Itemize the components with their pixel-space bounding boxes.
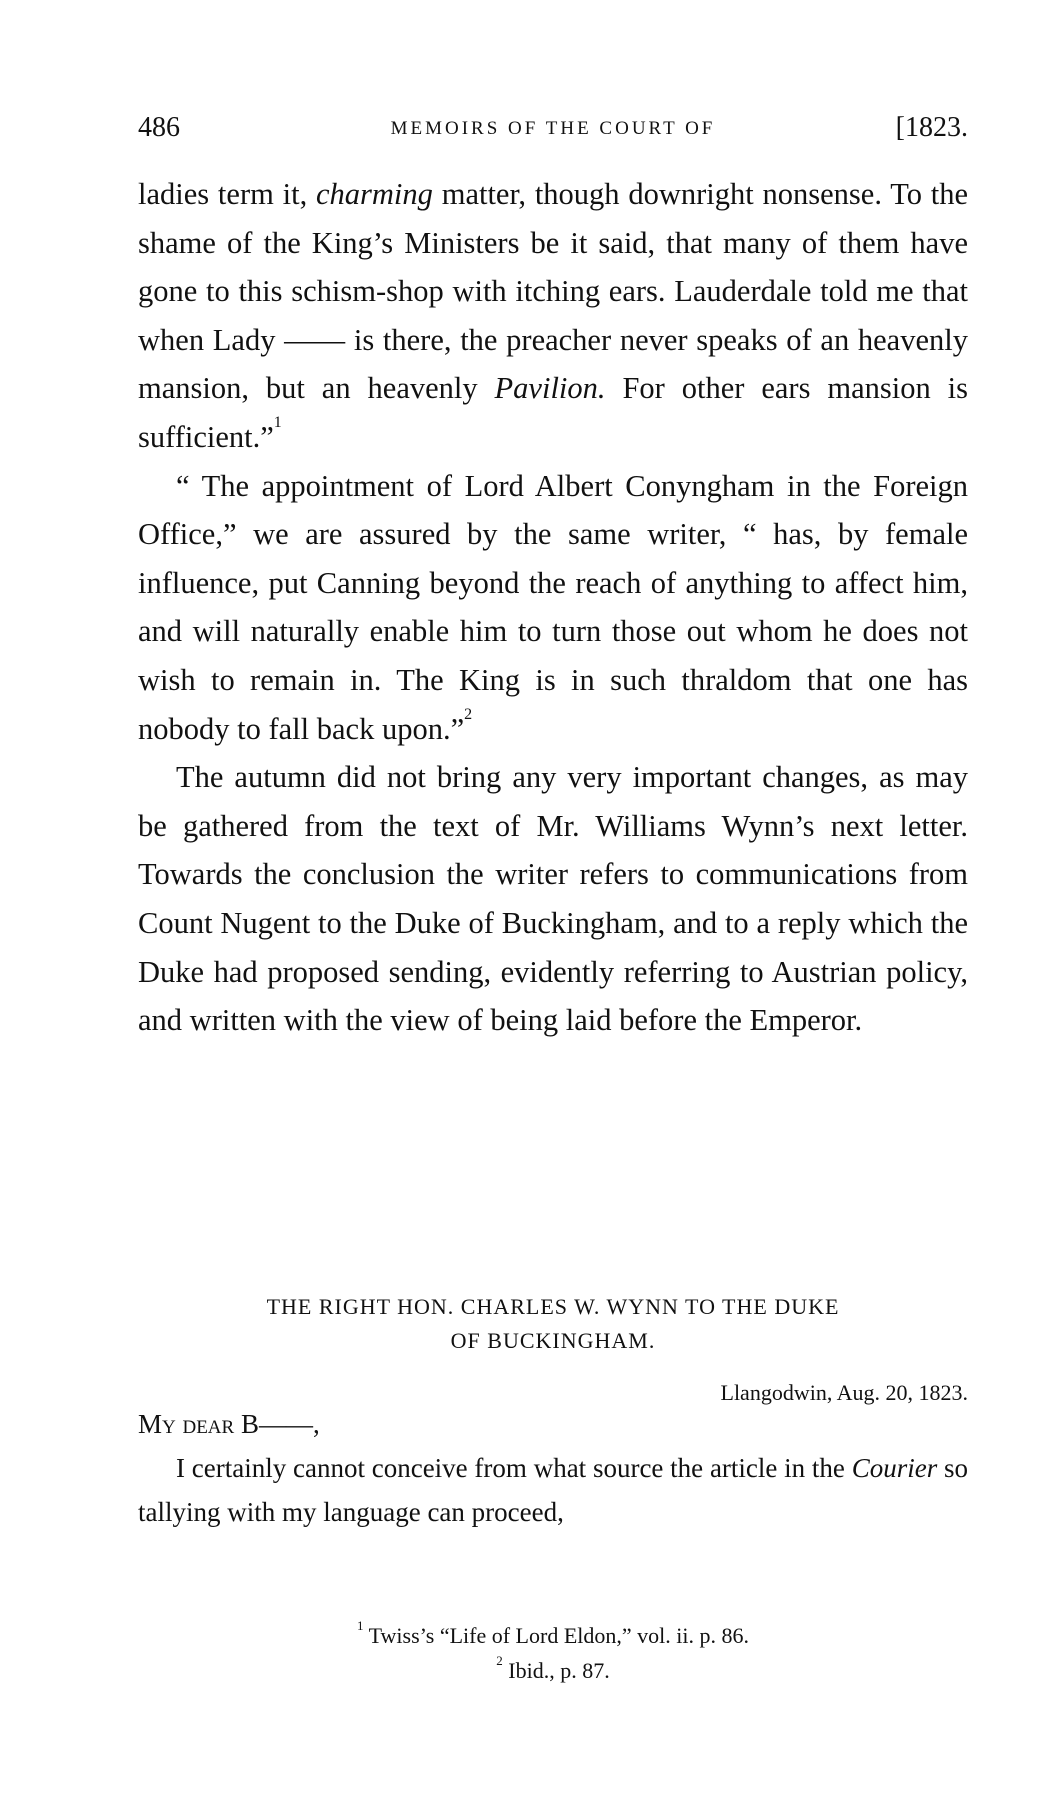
running-head (138, 112, 968, 152)
letter-heading (138, 1290, 968, 1358)
letter-heading-line-1: THE RIGHT HON. CHARLES W. WYNN TO THE DUKE (266, 1294, 840, 1319)
paragraph-1-italic-pavilion: Pavilion. (494, 371, 606, 406)
footnotes (138, 1618, 968, 1688)
footnote-2 (138, 1653, 968, 1688)
footnote-1-text: Twiss’s “Life of Lord Eldon,” vol. ii. p. 86. (368, 1623, 749, 1648)
letter-heading-line-2: OF BUCKINGHAM. (450, 1328, 656, 1353)
letter-body-text-a: I certainly cannot conceive from what source the article in the (176, 1453, 852, 1483)
paragraph-2 (138, 462, 968, 754)
paragraph-1 (138, 170, 968, 462)
paragraph-1-text-a: ladies term it, (138, 177, 316, 211)
letter-body-text-b: so tallying with my language can proceed, (138, 1453, 968, 1527)
paragraph-2-text: “ The appointment of Lord Albert Conyngham in the Foreign Office,” we are assured by the same writer, “ has, by female influence, put Canning beyond the reach of anything to affect him, and will naturally enable him to turn those out whom he does not wish to remain in. The King is in such thraldom that one has nobody to fall back upon.” (138, 468, 968, 746)
paragraph-1-text-b: matter, though downright nonsense. To the shame of the King’s Ministers be it said, that many of them have gone to this schism-shop with itching ears. Lauderdale told me that when Lady —— is there, the preacher never speaks of an heavenly mansion, but an heavenly (138, 177, 969, 406)
book-page (138, 0, 968, 1801)
footnote-1 (138, 1618, 968, 1653)
paragraph-1-italic-charming: charming (316, 177, 433, 211)
footnote-2-text: Ibid., p. 87. (508, 1658, 610, 1683)
footnote-ref-1: 1 (273, 413, 282, 431)
page-number: 486 (138, 112, 180, 143)
letter-text (138, 1402, 968, 1534)
running-year: [1823. (895, 112, 968, 143)
letter-salutation (138, 1402, 968, 1446)
paragraph-3: The autumn did not bring any very important changes, as may be gathered from the text of Mr. Williams Wynn’s next letter. Towards the conclusion the writer refers to communications from Count Nugent to the Duke of Buckingham, and to a reply which the Duke had proposed sending, evidently referring to Austrian policy, and written with the view of being laid before the Emperor. (138, 760, 968, 1038)
letter-body (138, 1446, 968, 1534)
footnote-2-mark: 2 (496, 1653, 503, 1668)
paragraph-1-text-c: For other ears mansion is sufficient.” (138, 371, 968, 454)
letter-dateline: Llangodwin, Aug. 20, 1823. (720, 1380, 968, 1405)
footnote-1-mark: 1 (357, 1618, 364, 1633)
running-title: MEMOIRS OF THE COURT OF (390, 118, 716, 139)
salutation-text: My dear B——, (138, 1409, 320, 1439)
letter-body-italic-courier: Courier (851, 1453, 938, 1483)
footnote-ref-2: 2 (464, 705, 473, 723)
body-text (138, 170, 968, 1045)
